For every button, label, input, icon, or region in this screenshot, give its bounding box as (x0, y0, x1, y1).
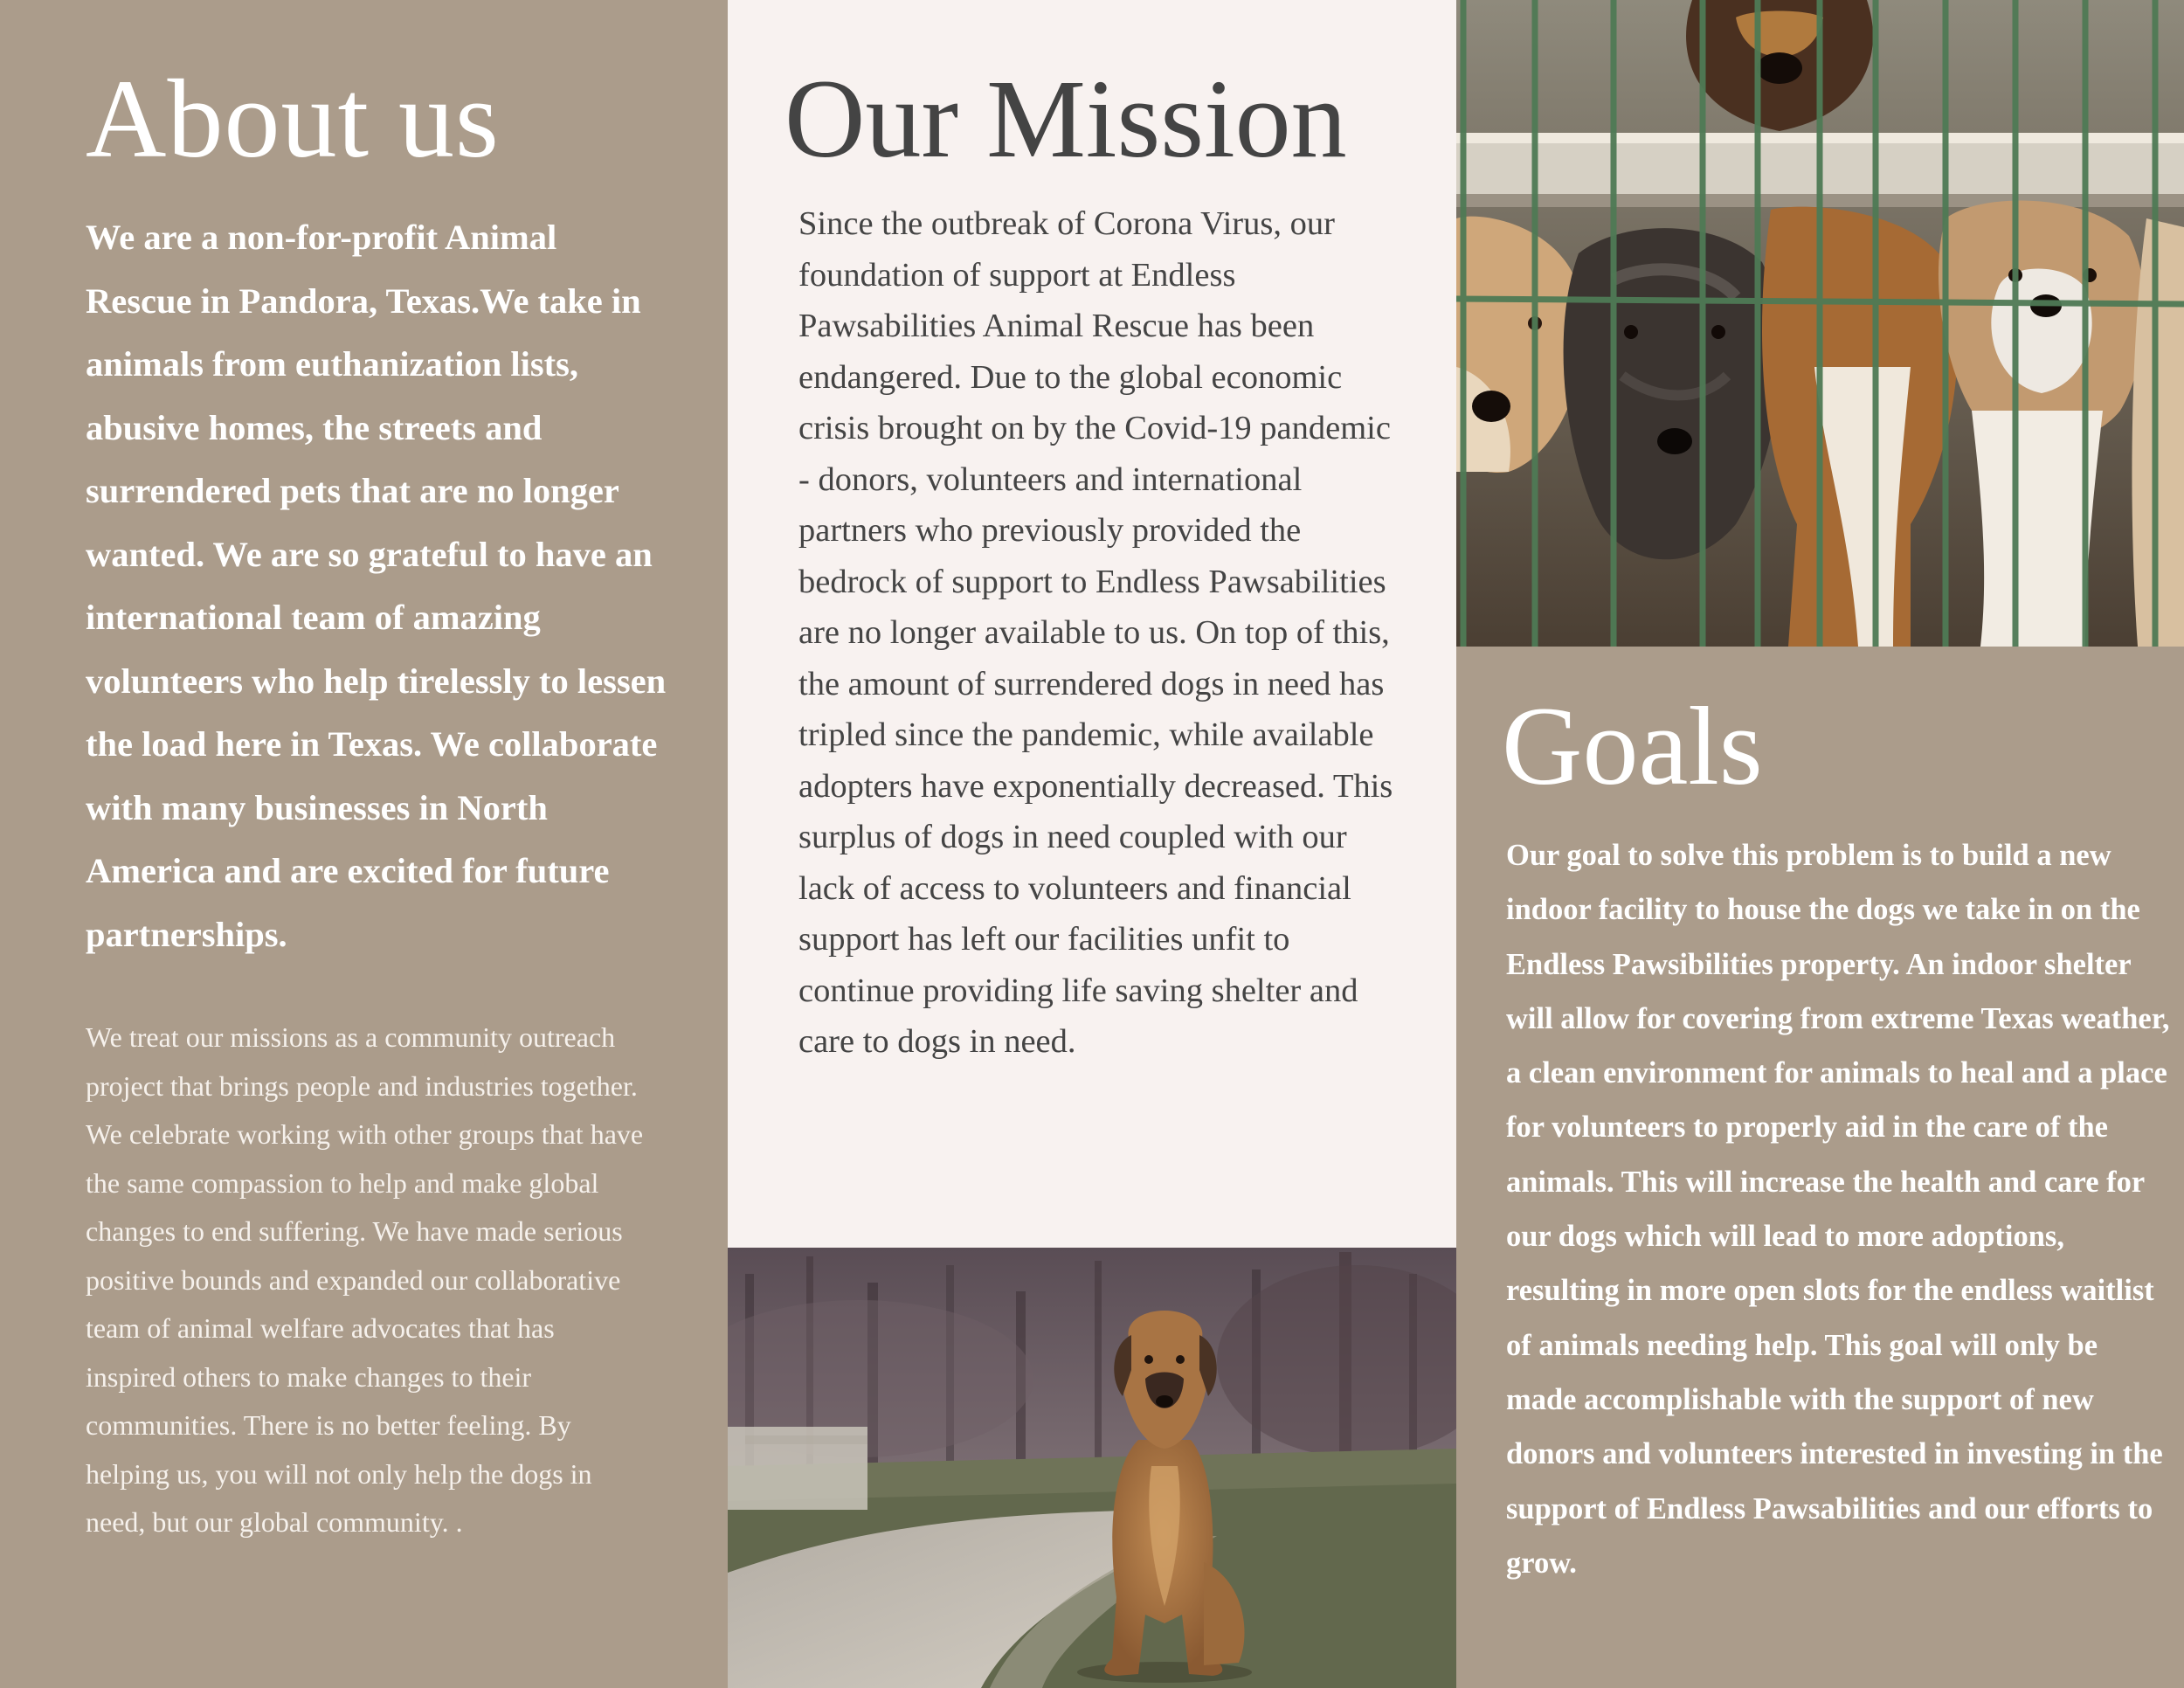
mission-title: Our Mission (784, 57, 1347, 181)
mission-panel (728, 0, 1456, 1688)
goals-body-paragraph: Our goal to solve this problem is to build a new indoor facility to house the dogs we take in on the Endless Pawsibilities property. An indoor shelter will allow for covering from extreme Texas weather, a clean environment for animals to heal and a place for volunteers to properly aid in the care of the animals. This will increase the health and care for our dogs which will lead to more adoptions, resulting in more open slots for the endless waitlist of animals needing help. This goal will only be made accomplishable with the support of new donors and volunteers interested in investing in the support of Endless Pawsabilities and our efforts to grow. (1506, 839, 2170, 1580)
caged-dogs-photo (1456, 0, 2184, 647)
about-panel (0, 0, 728, 1688)
about-lead-paragraph: We are a non-for-profit Animal Rescue in Pandora, Texas.We take in animals from euthanization lists, abusive homes, the streets and surrendered pets that are no longer wanted. We are so grateful to have an international team of amazing volunteers who help tirelessly to lessen the load here in Texas. We collaborate with many businesses in North America and are excited for future partnerships. (86, 218, 667, 954)
mission-body-paragraph: Since the outbreak of Corona Virus, our foundation of support at Endless Pawsabilities Animal Rescue has been endangered. Due to the global economic crisis brought on by the Covid-19 pandemic - donors, volunteers and international partners who previously provided the bedrock of support to Endless Pawsabilities are no longer available to us. On top of this, the amount of surrendered dogs in need has tripled since the pandemic, while available adopters have exponentially decreased. This surplus of dogs in need coupled with our lack of access to volunteers and financial support has left our facilities unfit to continue providing life saving shelter and care to dogs in need. (798, 205, 1393, 1060)
sitting-dog-photo (728, 1248, 1456, 1688)
about-body-paragraph: We treat our missions as a community outreach project that brings people and industries together. We celebrate working with other groups that have the same compassion to help and make global changes to end suffering. We have made serious positive bounds and expanded our collaborative team of animal welfare advocates that has inspired others to make changes to their communities. There is no better feeling. By helping us, you will not only help the dogs in need, but our global community. . (86, 1021, 644, 1538)
goals-title: Goals (1502, 684, 1763, 808)
about-title: About us (86, 57, 500, 181)
goals-panel (1456, 0, 2184, 1688)
